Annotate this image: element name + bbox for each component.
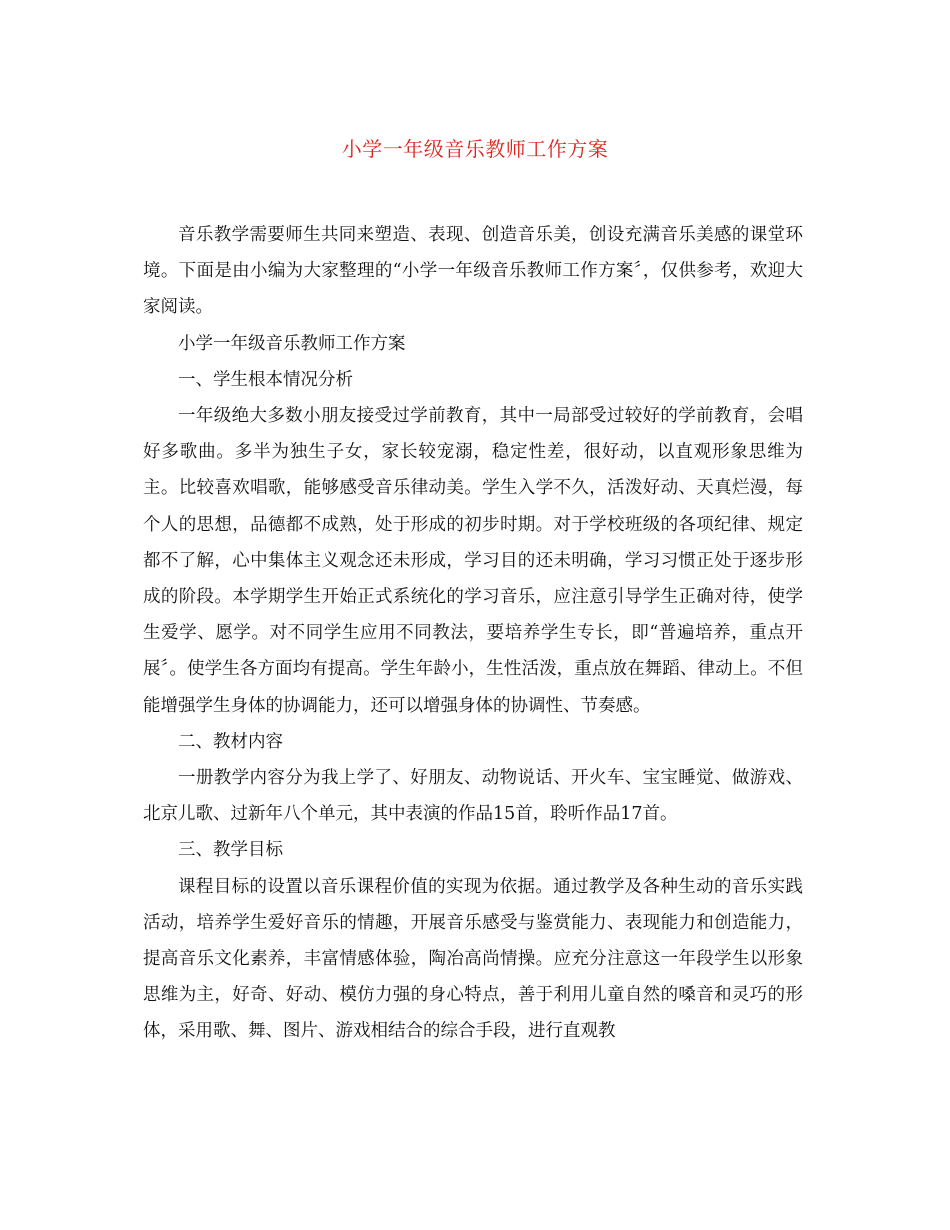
intro-paragraph: 音乐教学需要师生共同来塑造、表现、创造音乐美，创设充满音乐美感的课堂环境。下面是由小编为大家整理的“小学一年级音乐教师工作方案〞，仅供参考，欢迎大家阅读。 [143,225,803,318]
document-title: 小学一年级音乐教师工作方案 [341,137,609,161]
section-2-paragraph: 一册教学内容分为我上学了、好朋友、动物说话、开火车、宝宝睡觉、做游戏、北京儿歌、过新年八个单元，其中表演的作品15首，聆听作品17首。 [143,768,803,825]
document-body [143,217,803,1050]
section-heading-1: 一、学生根本情况分析 [178,369,353,390]
section-1-paragraph: 一年级绝大多数小朋友接受过学前教育，其中一局部受过较好的学前教育，会唱好多歌曲。多半为独生子女，家长较宠溺，稳定性差，很好动，以直观形象思维为主。比较喜欢唱歌，能够感受音乐律动美。学生入学不久，活泼好动、天真烂漫，每个人的思想，品德都不成熟，处于形成的初步时期。对于学校班级的各项纪律、规定都不了解，心中集体主义观念还未形成，学习目的还未明确，学习习惯正处于逐步形成的阶段。本学期学生开始正式系统化的学习音乐，应注意引导学生正确对待，使学生爱学、愿学。对不同学生应用不同教法，要培养学生专长，即“普遍培养，重点开展〞。使学生各方面均有提高。学生年龄小，生性活泼，重点放在舞蹈、律动上。不但能增强学生身体的协调能力，还可以增强身体的协调性、节奏感。 [143,406,803,716]
section-heading-2: 二、教材内容 [178,731,283,752]
subtitle-heading: 小学一年级音乐教师工作方案 [178,333,406,354]
section-3-paragraph: 课程目标的设置以音乐课程价值的实现为依据。通过教学及各种生动的音乐实践活动，培养学生爱好音乐的情趣，开展音乐感受与鉴赏能力、表现能力和创造能力，提高音乐文化素养，丰富情感体验，陶冶高尚情操。应充分注意这一年段学生以形象思维为主，好奇、好动、模仿力强的身心特点，善于利用儿童自然的嗓音和灵巧的形体，采用歌、舞、图片、游戏相结合的综合手段，进行直观教 [143,876,803,1042]
section-heading-3: 三、教学目标 [178,840,283,861]
